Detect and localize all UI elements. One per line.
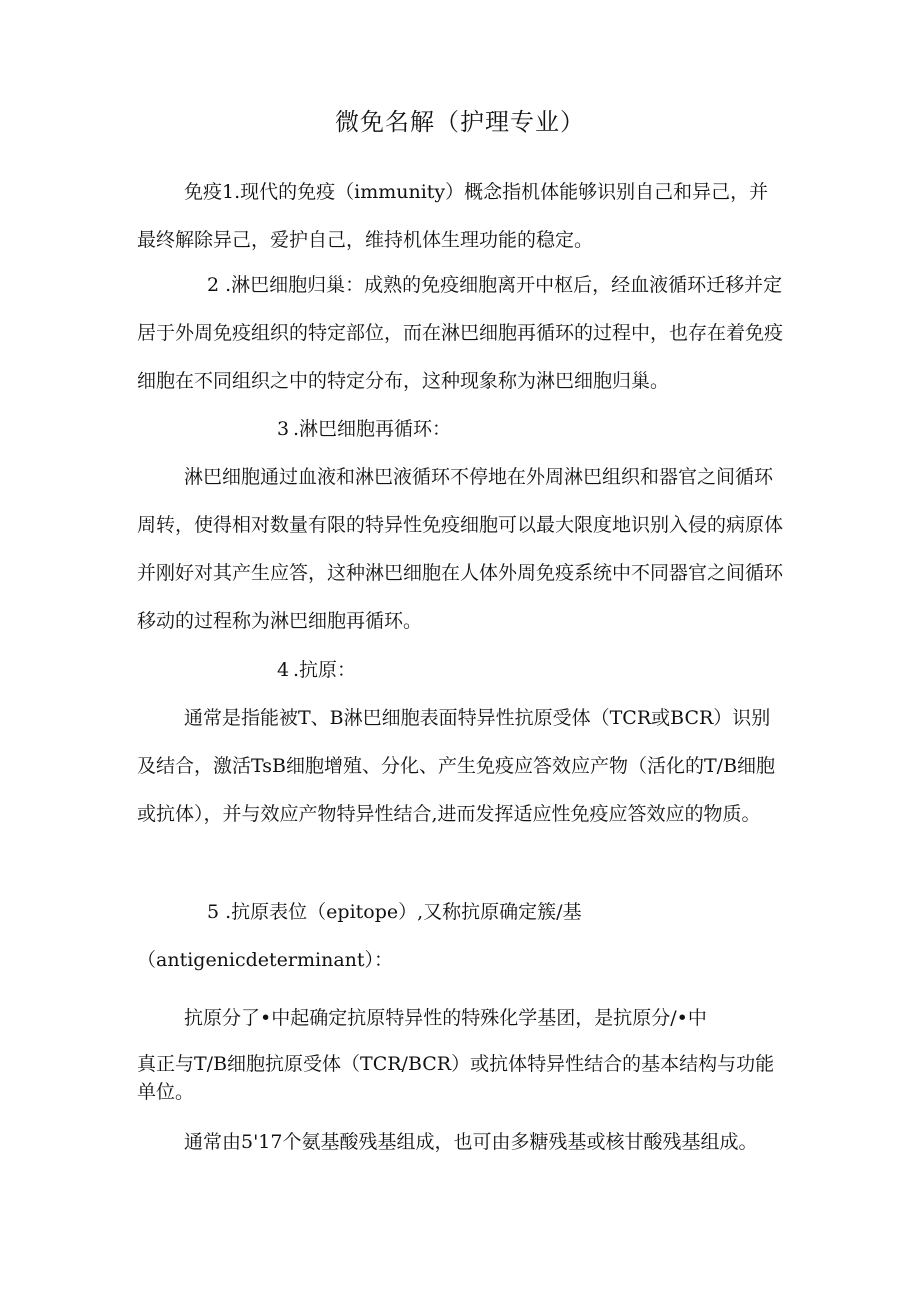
paragraph-epitope-definition-2: 真正与T/B细胞抗原受体（TCR/BCR）或抗体特异性结合的基本结构与功能单位。 [137, 1053, 775, 1103]
heading-label: .抗原： [293, 659, 357, 681]
heading-label: .淋巴细胞再循环： [293, 418, 452, 440]
heading-number: 4 [277, 659, 290, 681]
paragraph-lymphocyte-recirculation: 淋巴细胞通过血液和淋巴液循环不停地在外周淋巴组织和器官之间循环周转，使得相对数量有限的特异性免疫细胞可以最大限度地识别入侵的病原体并刚好对其产生应答，这种淋巴细胞在人体外周免疫系统中不同器官之间循环移动的过程称为淋巴细胞再循环。 [137, 466, 784, 632]
paragraph-lymphocyte-homing: 2 .淋巴细胞归巢：成熟的免疫细胞离开中枢后，经血液循环迁移并定居于外周免疫组织的特定部位，而在淋巴细胞再循环的过程中，也存在着免疫细胞在不同组织之中的特定分布，这种现象称为淋巴细胞归巢。 [137, 274, 784, 392]
heading-lymphocyte-recirculation [137, 405, 787, 453]
document-title: 微免名解（护理专业） [335, 108, 585, 136]
paragraph-antigen: 通常是指能被T、B淋巴细胞表面特异性抗原受体（TCR或BCR）识别及结合，激活TsB细胞增殖、分化、产生免疫应答效应产物（活化的T/B细胞或抗体），并与效应产物特异性结合,进而发挥适应性免疫应答效应的物质。 [137, 707, 776, 825]
heading-antigen [137, 646, 787, 694]
paragraph-epitope-composition: 通常由5'17个氨基酸残基组成，也可由多糖残基或核甘酸残基组成。 [184, 1131, 758, 1153]
paragraph-immunity: 免疫1.现代的免疫（immunity）概念指机体能够识别自己和异己，并最终解除异己，爱护自己，维持机体生理功能的稳定。 [137, 181, 769, 251]
paragraph-epitope-definition-1: 抗原分了•中起确定抗原特异性的特殊化学基团，是抗原分/•中 [184, 1007, 707, 1029]
heading-number: 3 [277, 418, 290, 440]
paragraph-epitope-heading: 5 .抗原表位（epitope）,又称抗原确定簇/基（antigenicdeterminant）： [137, 901, 582, 971]
